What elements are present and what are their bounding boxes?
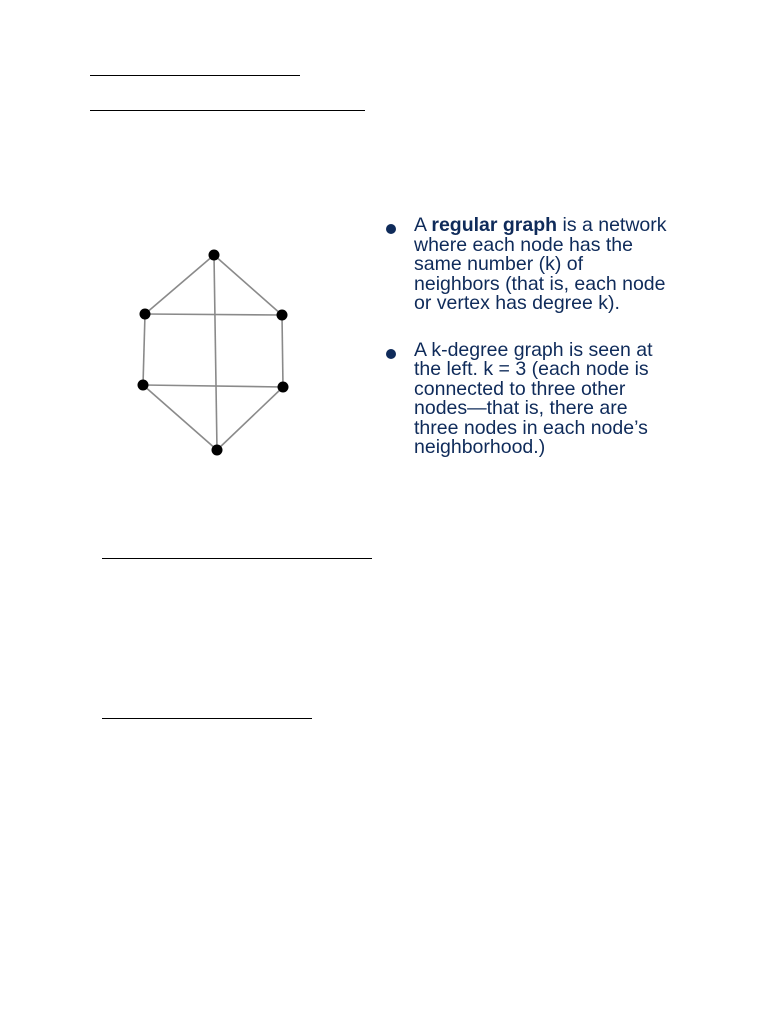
graph-edge: [143, 385, 283, 387]
bullet-list: [384, 216, 674, 458]
bullet-item-regular-graph: [384, 216, 674, 314]
blank-line-2: [90, 110, 365, 111]
graph-edge: [282, 315, 283, 387]
blank-line-1: [90, 75, 300, 76]
graph-edge: [217, 387, 283, 450]
graph-edge: [143, 314, 145, 385]
graph-edge: [145, 255, 214, 314]
graph-node: [209, 250, 220, 261]
bullet-icon: [386, 224, 396, 234]
bullet-1-term: regular graph: [431, 214, 558, 236]
graph-node: [278, 382, 289, 393]
bullet-1-prefix: A: [414, 214, 432, 236]
graph-node: [140, 309, 151, 320]
bullet-item-k-degree: [384, 338, 674, 458]
graph-node: [212, 445, 223, 456]
graph-node: [277, 310, 288, 321]
graph-edge: [214, 255, 217, 450]
graph-edge: [214, 255, 282, 315]
graph-edge: [145, 314, 282, 315]
graph-node: [138, 380, 149, 391]
bullet-1-text: is a network where each node has the same number (k) of neighbors (that is, each node or vertex has degree k).: [414, 214, 667, 314]
graph-edge: [143, 385, 217, 450]
regular-graph-diagram: [120, 235, 310, 470]
blank-line-4: [102, 718, 312, 719]
blank-line-3: [102, 558, 372, 559]
bullet-icon: [386, 349, 396, 359]
bullet-2-text: A k-degree graph is seen at the left. k = 3 (each node is connected to three other nodes—that is, there are three nodes in each node’s neighborhood.): [414, 338, 653, 458]
